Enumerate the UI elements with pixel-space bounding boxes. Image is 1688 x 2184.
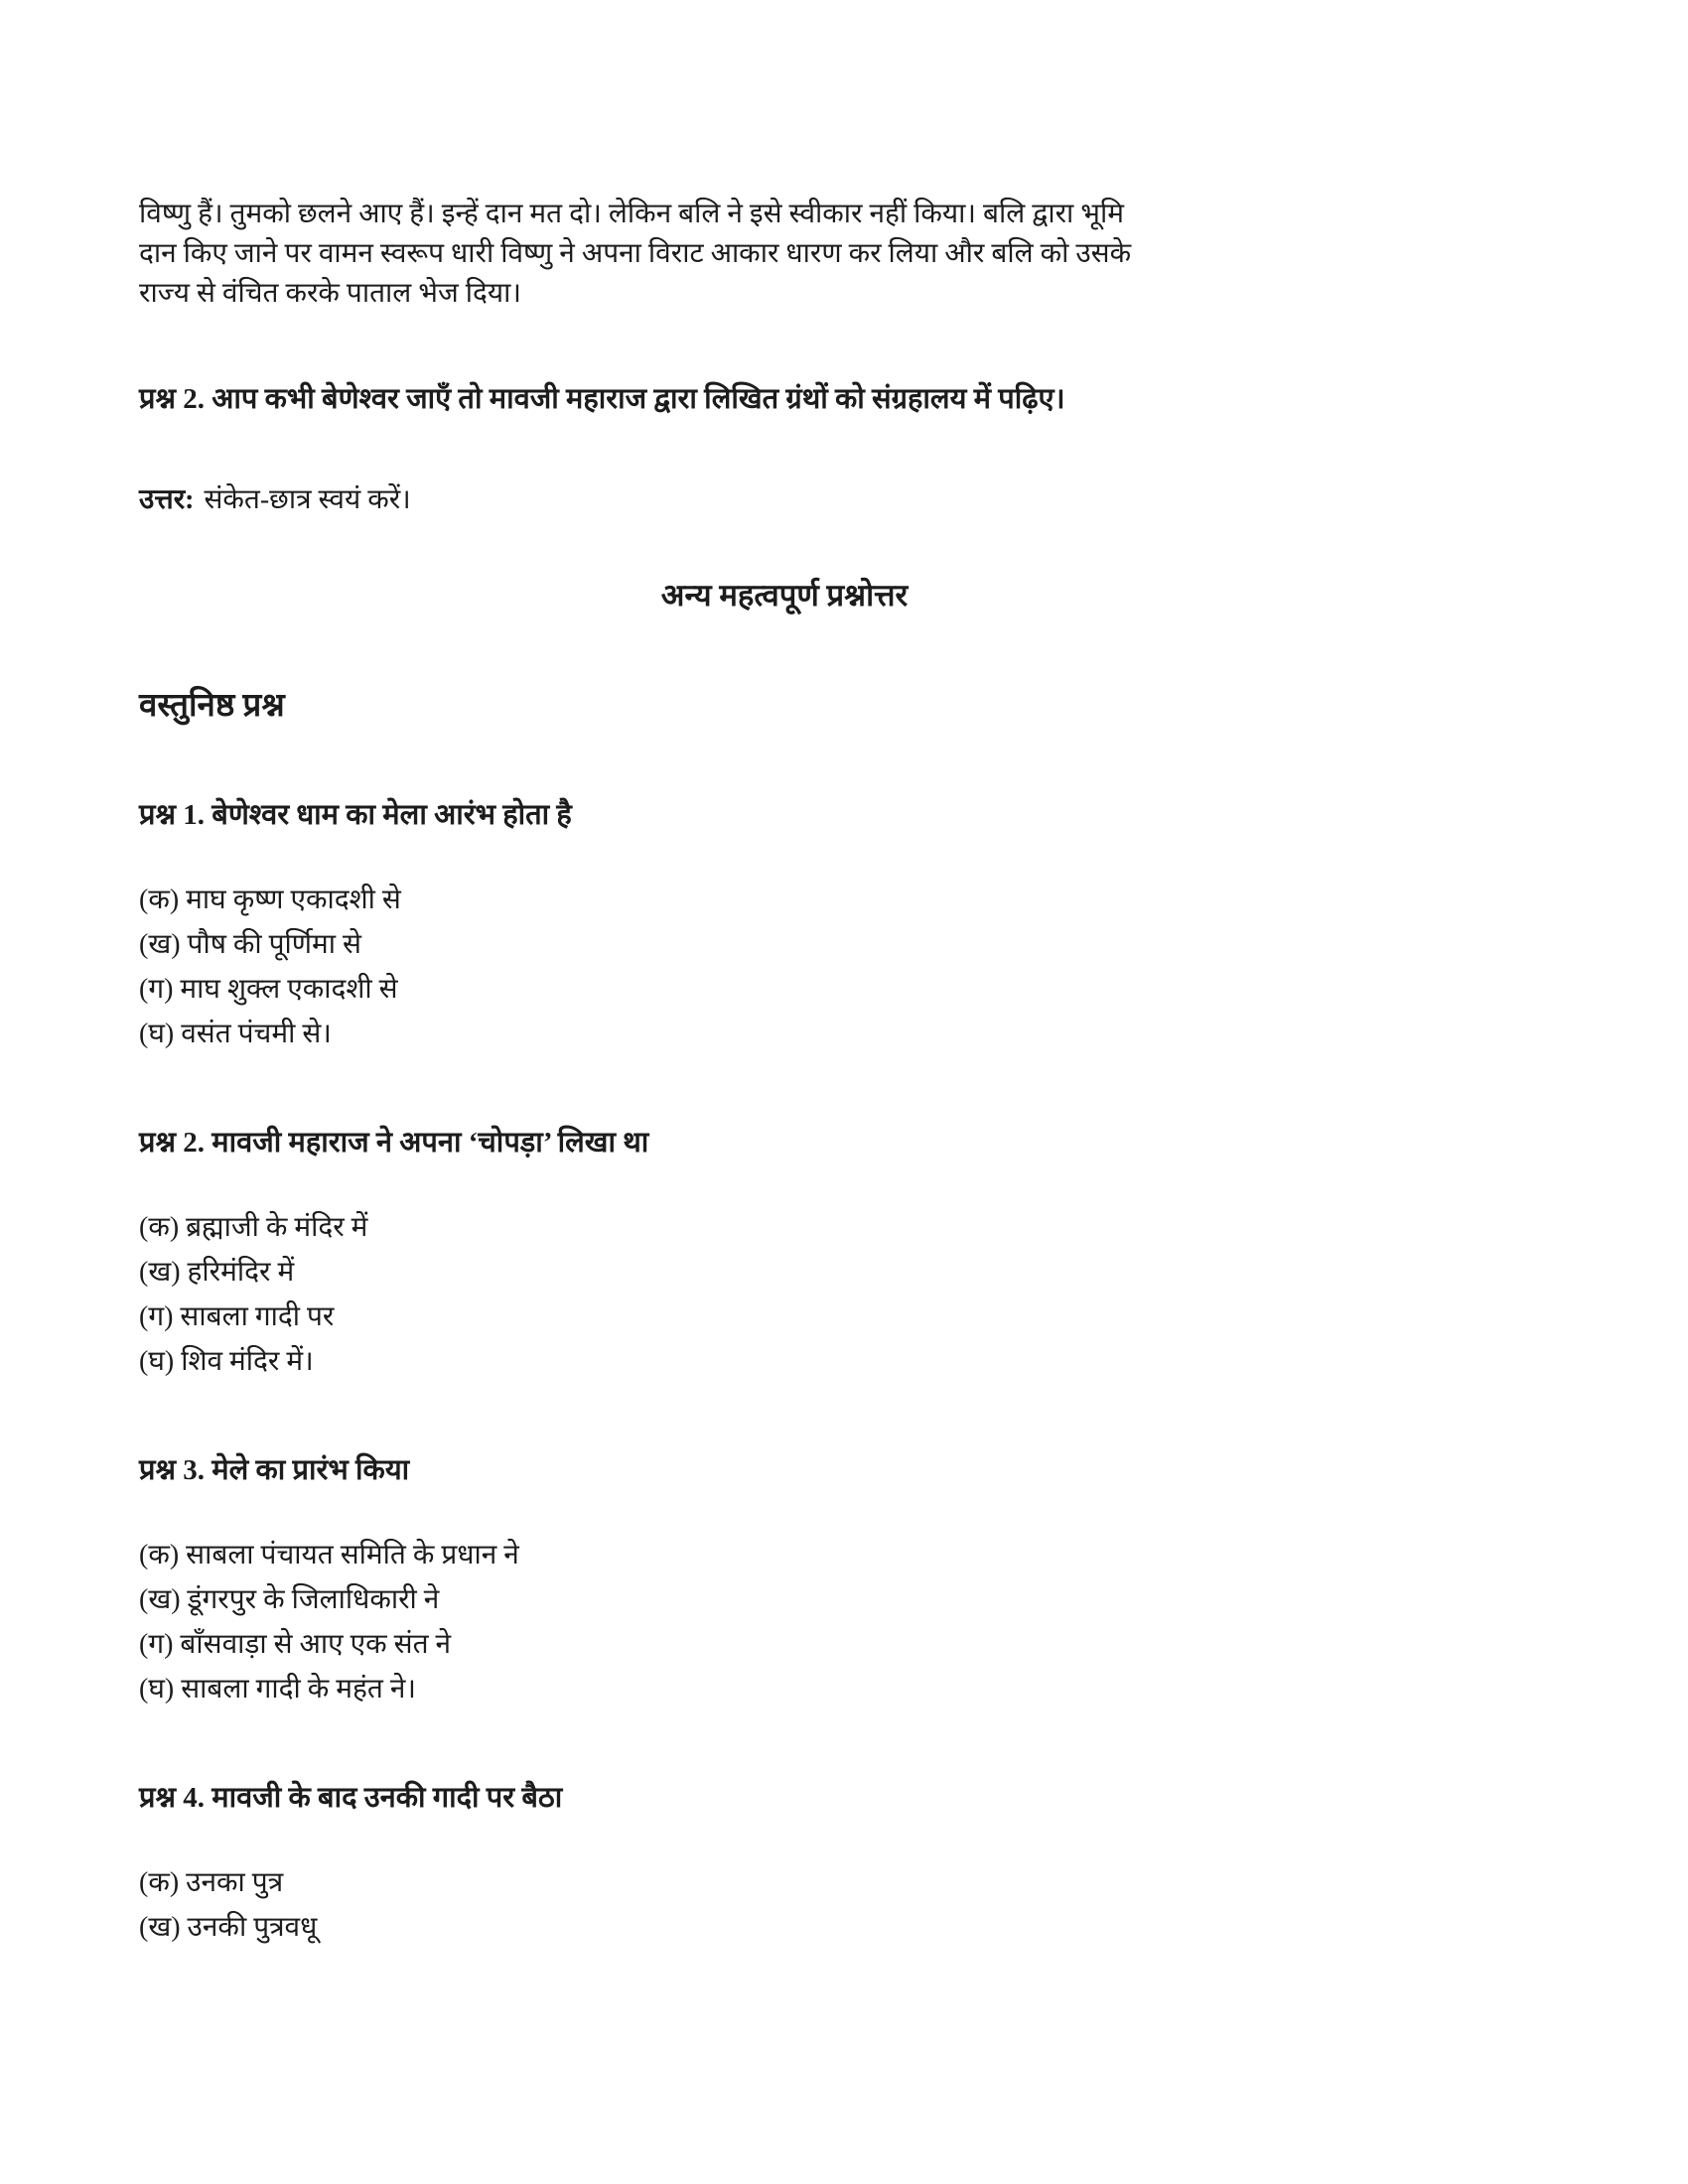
option-item: (क) माघ कृष्ण एकादशी से [139, 885, 401, 915]
mcq-block-3 [139, 1449, 1430, 1711]
intro-paragraph [139, 195, 1430, 314]
option-item: (ग) साबला गादी पर [139, 1301, 335, 1332]
intro-paragraph-line: दान किए जाने पर वामन स्वरूप धारी विष्णु ने अपना विराट आकार धारण कर लिया और बलि को उसके [139, 238, 1132, 269]
option-item: (ग) माघ शुक्ल एकादशी से [139, 974, 398, 1005]
option-item: (घ) शिव मंदिर में। [139, 1346, 314, 1377]
mcq-block-4 [139, 1777, 1430, 1950]
answer-label: उत्तर: [139, 484, 195, 515]
question-heading: प्रश्न 2. मावजी महाराज ने अपना ‘चोपड़ा’ लिखा था [139, 1127, 649, 1159]
intro-paragraph-line: विष्णु हैं। तुमको छलने आए हैं। इन्हें दान मत दो। लेकिन बलि ने इसे स्वीकार नहीं किया। बलि द्वारा भूमि [139, 199, 1124, 229]
option-item: (क) ब्रह्माजी के मंदिर में [139, 1212, 368, 1243]
option-item: (ख) पौष की पूर्णिमा से [139, 929, 361, 960]
mcq-block-1 [139, 794, 1430, 1056]
option-list [139, 878, 1430, 1056]
option-item: (घ) वसंत पंचमी से। [139, 1019, 332, 1049]
option-list [139, 1205, 1430, 1384]
question-heading: प्रश्न 3. मेले का प्रारंभ किया [139, 1454, 410, 1486]
answer-text: संकेत-छात्र स्वयं करें। [204, 484, 411, 515]
option-item: (क) साबला पंचायत समिति के प्रधान ने [139, 1540, 519, 1570]
section-heading: अन्य महत्वपूर्ण प्रश्नोत्तर [660, 578, 909, 613]
exercise-question-heading: प्रश्न 2. आप कभी बेणेश्वर जाएँ तो मावजी महाराज द्वारा लिखित ग्रंथों को संग्रहालय में पढ़िए। [139, 383, 1065, 415]
option-item: (ख) हरिमंदिर में [139, 1257, 295, 1288]
question-heading: प्रश्न 1. बेणेश्वर धाम का मेला आरंभ होता है [139, 799, 572, 831]
mcq-block-2 [139, 1122, 1430, 1384]
answer-line [139, 480, 1430, 520]
option-item: (क) उनका पुत्र [139, 1867, 284, 1898]
option-item: (ग) बाँसवाड़ा से आए एक संत ने [139, 1629, 452, 1660]
option-list [139, 1533, 1430, 1711]
subsection-heading: वस्तुनिष्ठ प्रश्न [139, 688, 285, 724]
question-heading: प्रश्न 4. मावजी के बाद उनकी गादी पर बैठा [139, 1782, 563, 1814]
option-item: (ख) उनकी पुत्रवधू [139, 1912, 318, 1943]
option-list [139, 1860, 1430, 1950]
intro-paragraph-line: राज्य से वंचित करके पाताल भेज दिया। [139, 278, 521, 309]
document-content [139, 195, 1430, 1950]
option-item: (घ) साबला गादी के महंत ने। [139, 1674, 416, 1705]
option-item: (ख) डूंगरपुर के जिलाधिकारी ने [139, 1584, 440, 1615]
